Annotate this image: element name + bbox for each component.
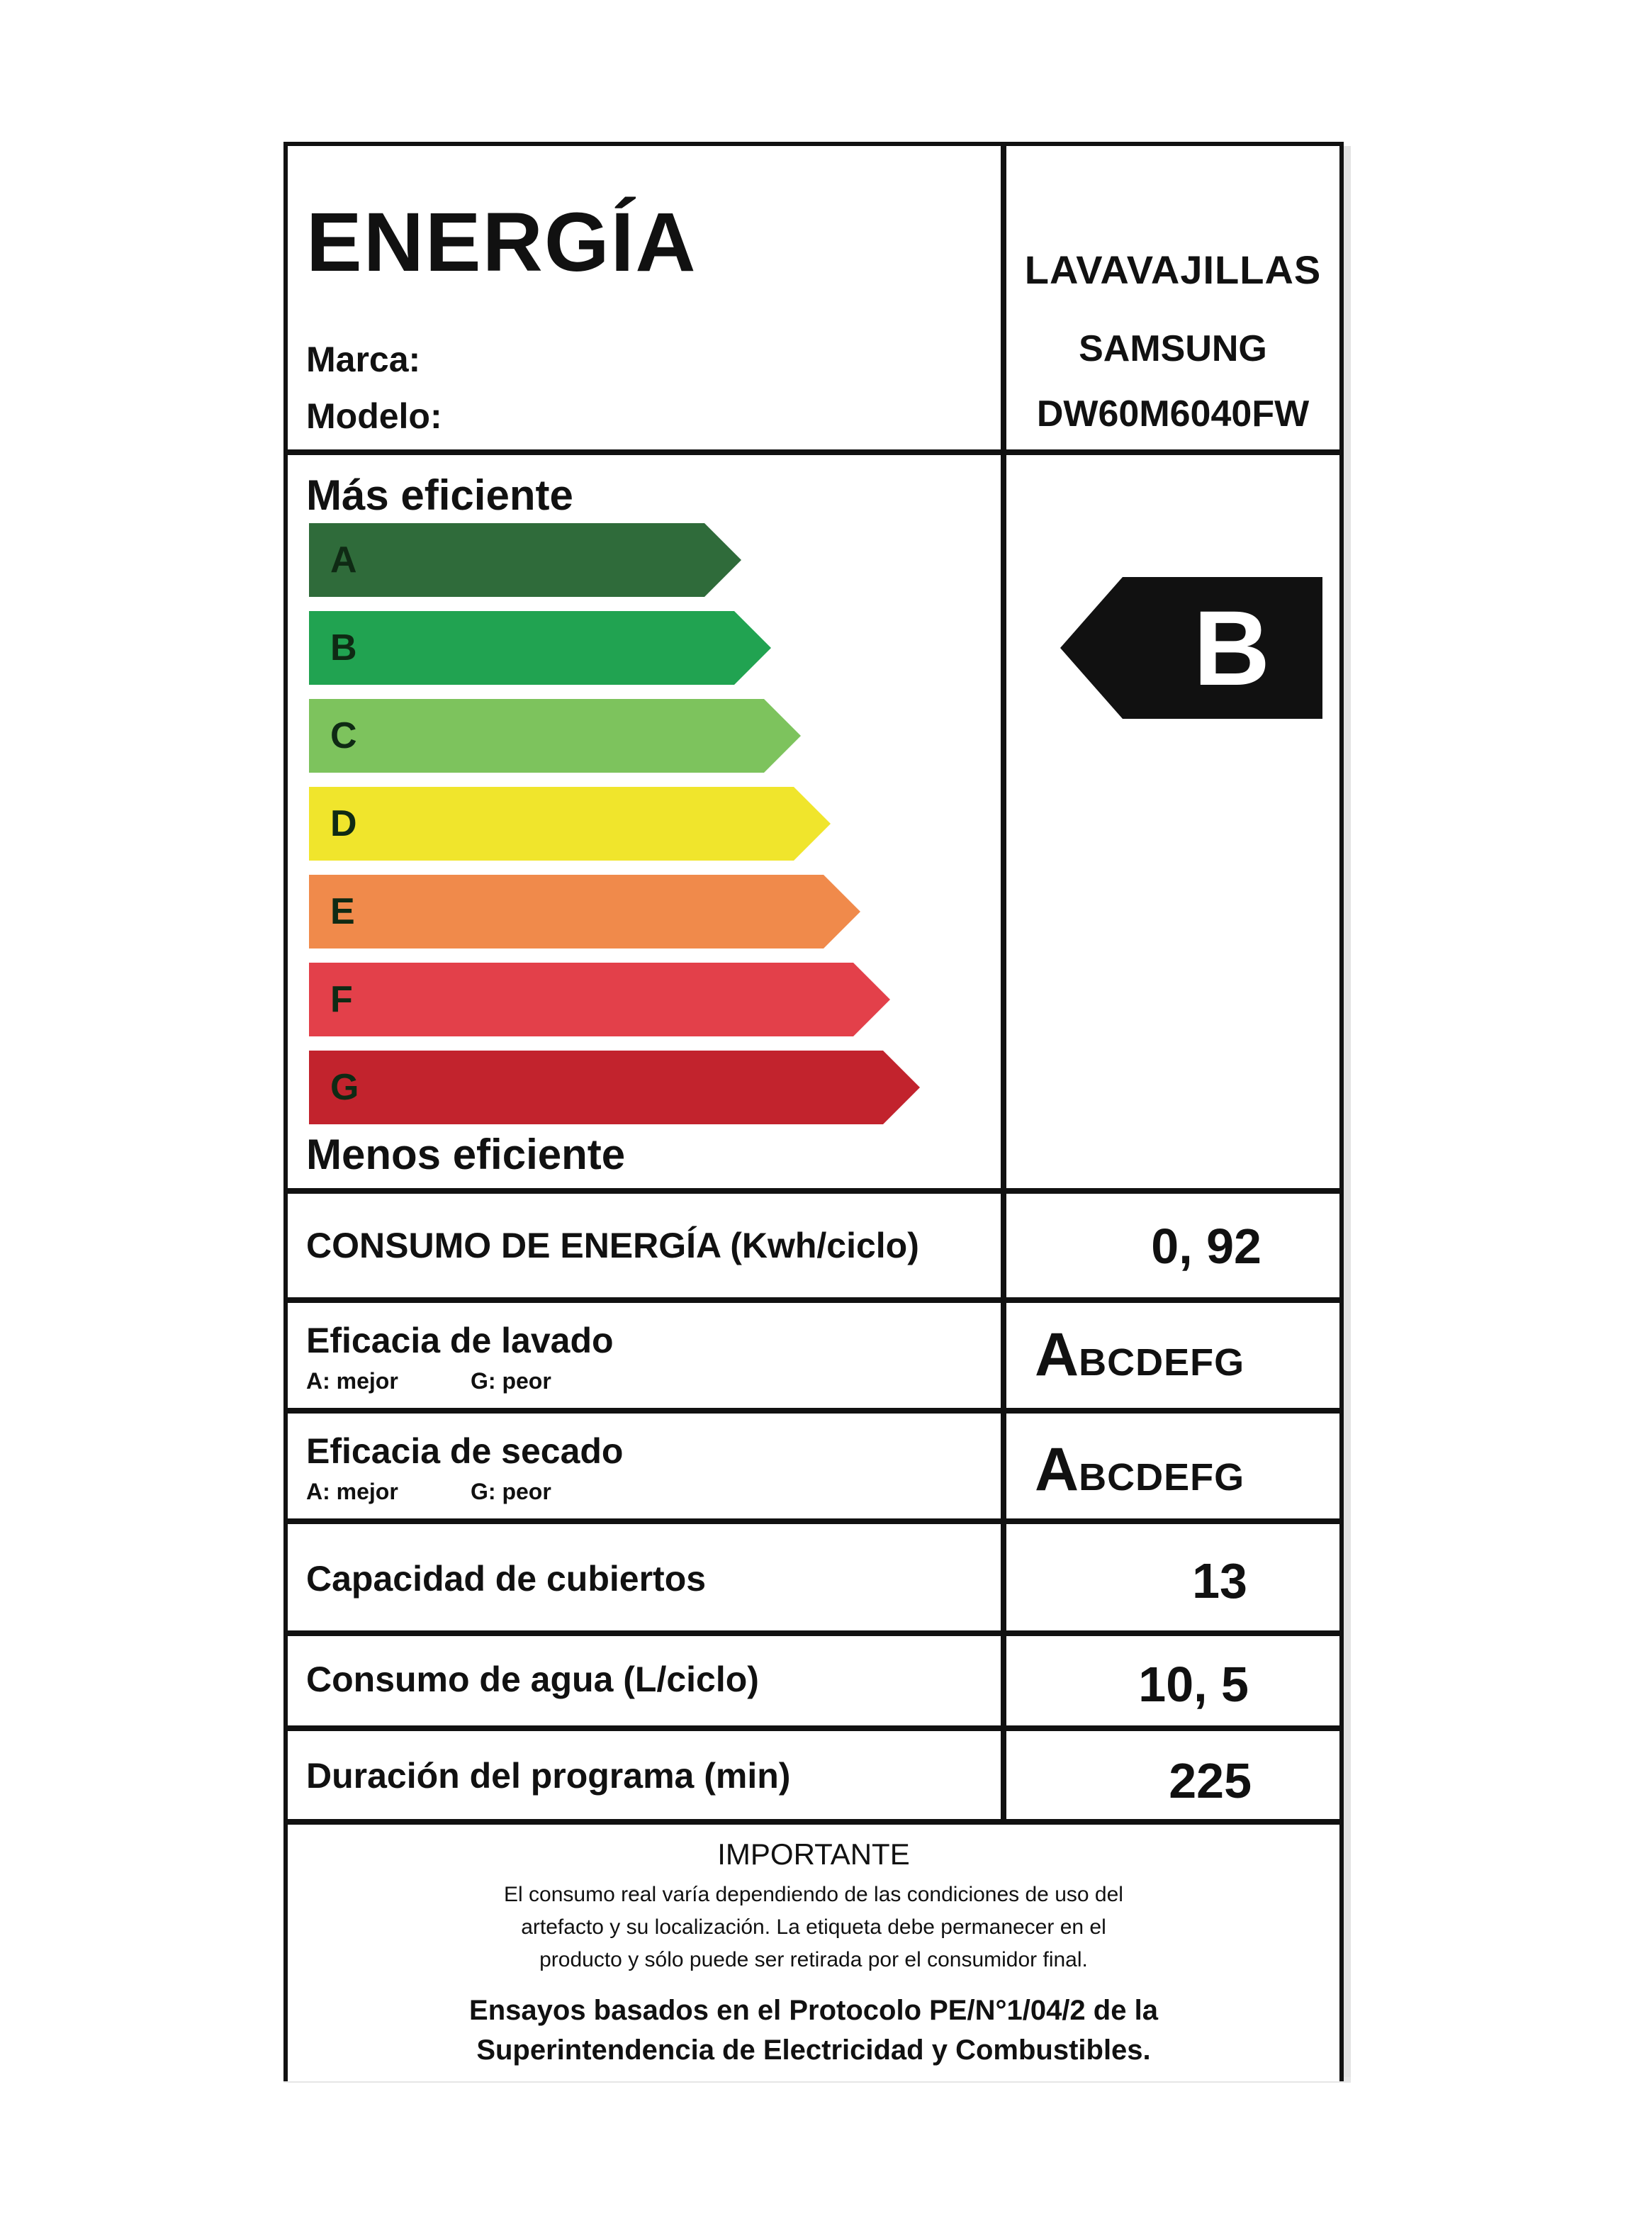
efficiency-class-letter: E [330, 891, 355, 932]
efficiency-class-c [309, 699, 801, 773]
wash-efficiency-rating [1035, 1320, 1244, 1390]
capacity-value: 13 [1192, 1553, 1247, 1608]
efficiency-arrow-g [309, 1051, 920, 1124]
row-divider-1 [288, 1297, 1339, 1303]
dry-efficiency-rating [1035, 1435, 1244, 1505]
program-duration-value: 225 [1169, 1753, 1252, 1808]
dry-best-note: A: mejor [306, 1479, 398, 1504]
model-label: Modelo: [306, 396, 442, 436]
efficiency-arrow-f [309, 963, 890, 1036]
efficiency-class-b [309, 611, 771, 685]
important-note-line-1: El consumo real varía dependiendo de las condiciones de uso del [504, 1883, 1123, 1906]
dry-rating-first: A [1035, 1436, 1079, 1504]
energy-consumption-value: 0, 92 [1151, 1219, 1262, 1274]
efficiency-class-letter: B [330, 627, 357, 668]
efficiency-class-letter: D [330, 803, 357, 844]
wash-best-note: A: mejor [306, 1368, 398, 1394]
efficiency-class-letter: A [330, 539, 357, 581]
energy-consumption-label: CONSUMO DE ENERGÍA (Kwh/ciclo) [306, 1226, 919, 1265]
efficiency-class-f [309, 963, 890, 1036]
energy-label [283, 142, 1344, 2081]
efficiency-arrow-b [309, 611, 771, 685]
important-note-line-2: artefacto y su localización. La etiqueta debe permanecer en el [521, 1915, 1106, 1939]
capacity-label: Capacidad de cubiertos [306, 1559, 707, 1599]
column-divider [1001, 146, 1006, 1825]
efficiency-class-e [309, 875, 860, 948]
important-note-line-3: producto y sólo puede ser retirada por el consumidor final. [539, 1948, 1088, 1971]
more-efficient-label: Más eficiente [306, 471, 573, 519]
efficiency-class-a [309, 523, 741, 597]
brand-label: Marca: [306, 340, 421, 379]
efficiency-arrow-d [309, 787, 831, 861]
label-title: ENERGÍA [306, 196, 697, 289]
efficiency-class-g [309, 1051, 920, 1124]
brand-value: SAMSUNG [1079, 328, 1267, 369]
rating-arrow [1060, 577, 1322, 719]
efficiency-class-letter: G [330, 1067, 359, 1108]
water-consumption-value: 10, 5 [1138, 1657, 1249, 1712]
efficiency-class-letter: F [330, 979, 353, 1020]
model-value: DW60M6040FW [1036, 393, 1310, 435]
water-consumption-label: Consumo de agua (L/ciclo) [306, 1660, 759, 1699]
row-divider-6 [288, 1819, 1339, 1825]
header-divider [288, 449, 1339, 455]
protocol-note-line-2: Superintendencia de Electricidad y Combustibles. [476, 2035, 1151, 2066]
efficiency-class-letter: C [330, 715, 357, 756]
row-divider-2 [288, 1408, 1339, 1414]
protocol-note-line-1: Ensayos basados en el Protocolo PE/N°1/04/2 de la [469, 1995, 1158, 2026]
efficiency-arrow-e [309, 875, 860, 948]
appliance-type: LAVAVAJILLAS [1024, 247, 1322, 292]
dry-worst-note: G: peor [471, 1479, 551, 1504]
dry-rating-rest: BCDEFG [1079, 1456, 1245, 1499]
wash-rating-first: A [1035, 1321, 1079, 1389]
rating-letter: B [1193, 588, 1271, 707]
row-divider-5 [288, 1725, 1339, 1731]
program-duration-label: Duración del programa (min) [306, 1756, 791, 1796]
row-divider-3 [288, 1518, 1339, 1524]
row-divider-4 [288, 1630, 1339, 1636]
wash-rating-rest: BCDEFG [1079, 1341, 1245, 1384]
label-right-shadow [1344, 146, 1351, 2081]
less-efficient-label: Menos eficiente [306, 1131, 626, 1178]
efficiency-arrow-c [309, 699, 801, 773]
dry-efficiency-label: Eficacia de secado [306, 1431, 624, 1471]
wash-efficiency-label: Eficacia de lavado [306, 1321, 614, 1360]
wash-worst-note: G: peor [471, 1368, 551, 1394]
important-heading: IMPORTANTE [717, 1837, 910, 1871]
efficiency-class-d [309, 787, 831, 861]
scale-divider [288, 1188, 1339, 1194]
efficiency-arrow-a [309, 523, 741, 597]
